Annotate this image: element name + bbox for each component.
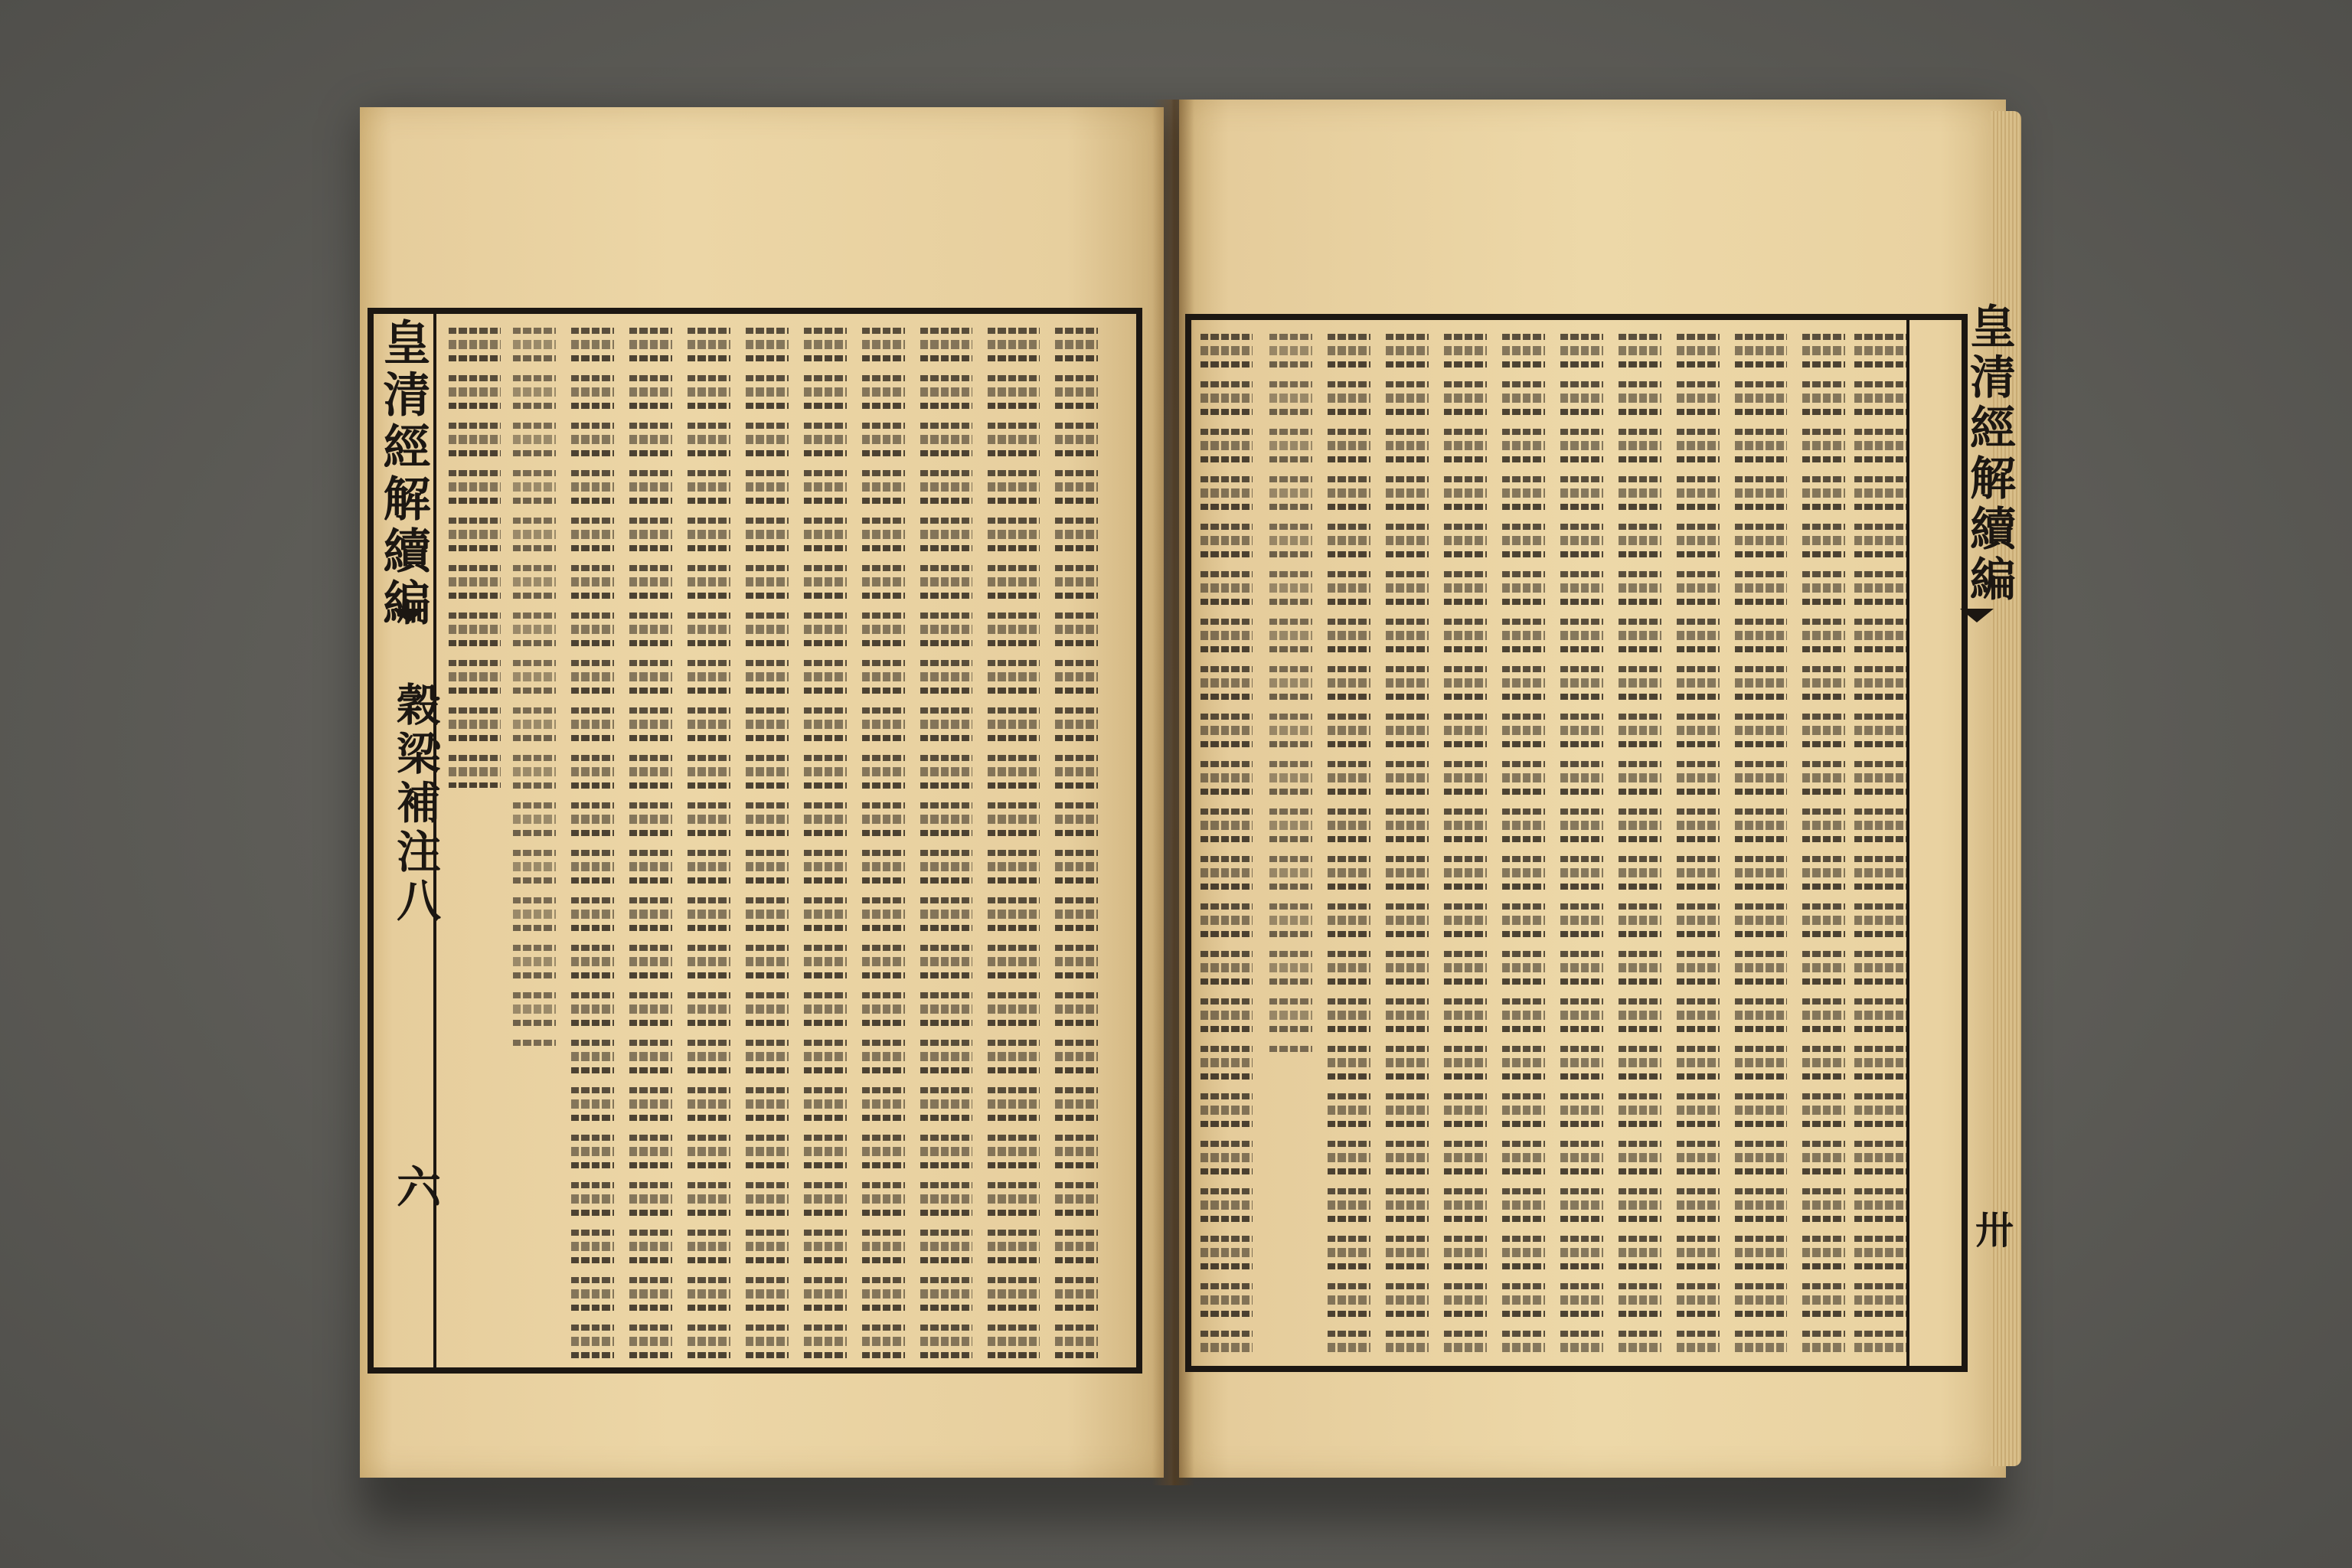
text-column [443,312,507,1369]
text-column [1194,318,1259,1367]
running-title-left: 皇清經解續編 [375,318,431,630]
text-column [1438,318,1493,1367]
text-column [1796,318,1851,1367]
text-column [798,312,853,1369]
text-column [1671,318,1726,1367]
fishtail-mark [1960,609,1994,622]
text-column [1848,318,1913,1367]
section-title-left: 穀梁補注八 [389,681,441,926]
text-column [740,312,795,1369]
text-column [1554,318,1609,1367]
left-text-frame [368,308,1142,1374]
text-column [914,312,978,1369]
text-column [681,312,737,1369]
right-text-frame [1185,314,1968,1372]
text-column [623,312,678,1369]
folio-number-left: 六 [389,1164,441,1213]
text-column [1263,318,1318,1367]
running-title-right: 皇清經解續編 [1962,302,2016,606]
text-column [507,312,562,1369]
text-column [982,312,1046,1369]
text-column [1612,318,1668,1367]
fishtail-mark [392,609,426,622]
text-column [1321,318,1377,1367]
text-column [856,312,911,1369]
text-column [1049,312,1104,1369]
text-column [1380,318,1435,1367]
text-column [565,312,620,1369]
text-column [1496,318,1551,1367]
text-column [1729,318,1793,1367]
folio-number-right: 卅 [1969,1210,2014,1253]
